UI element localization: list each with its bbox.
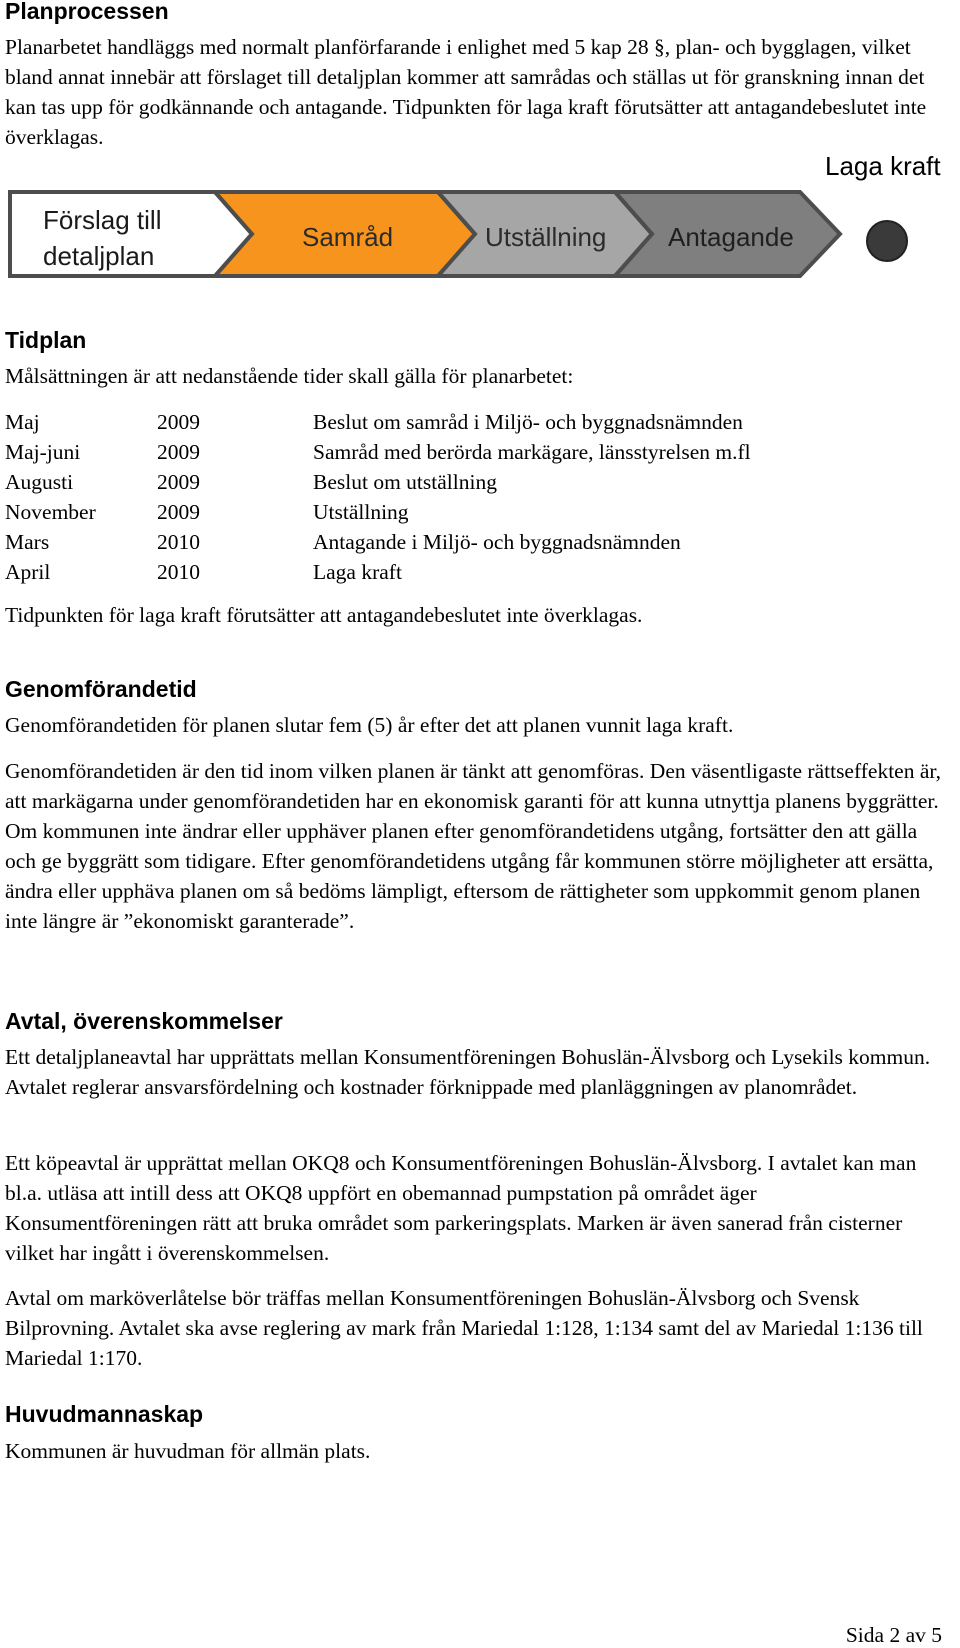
schedule-row: [5, 437, 945, 467]
genomforandetid-paragraph-2: Genomförandetiden är den tid inom vilken planen är tänkt att genomföras. Den väsentligaste rättseffekten är, att markägarna under genomförandetiden har en ekonomisk garanti för att kunna utnyttja planens byggrätter. Om kommunen inte ändrar eller upphäver planen efter genomförandetidens utgång, fortsätter den att gälla och ge byggrätt som tidigare. Efter genomförandetidens utgång får kommunen större möjligheter att ersätta, ändra eller upphäva planen om så bedöms lämpligt, eftersom de rättigheter som uppkommit genom planen inte längre är ”ekonomiskt garanterade”.: [5, 759, 942, 933]
schedule-event: Samråd med berörda markägare, länsstyrelsen m.fl: [313, 440, 751, 464]
schedule-month: November: [5, 500, 96, 524]
schedule-event: Beslut om utställning: [313, 470, 497, 494]
schedule-row: [5, 497, 945, 527]
schedule-event: Utställning: [313, 500, 409, 524]
stage-forslag-line2: detaljplan: [43, 241, 155, 271]
stage-utstallning-label: Utställning: [485, 222, 607, 252]
schedule-row: [5, 467, 945, 497]
avtal-paragraph-2: Ett köpeavtal är upprättat mellan OKQ8 och Konsumentföreningen Bohuslän-Älvsborg. I avtalet kan man bl.a. utläsa att intill dess att OKQ8 uppfört en obemannad pumpstation på området äger Konsumentföreningen rätt att bruka området som parkeringsplats. Marken är även sanerad från cisterner vilket har ingått i överenskommelsen.: [5, 1151, 917, 1265]
schedule-year: 2010: [157, 530, 200, 554]
schedule-month: April: [5, 560, 51, 584]
laga-kraft-label: Laga kraft: [825, 151, 941, 181]
schedule-year: 2009: [157, 500, 200, 524]
schedule-event: Antagande i Miljö- och byggnadsnämnden: [313, 530, 681, 554]
process-diagram: [0, 150, 960, 300]
schedule-year: 2009: [157, 470, 200, 494]
schedule-row: [5, 557, 945, 587]
heading-planprocessen: Planprocessen: [5, 0, 169, 24]
heading-avtal: Avtal, överenskommelser: [5, 1008, 283, 1034]
schedule-month: Maj: [5, 410, 40, 434]
schedule-event: Beslut om samråd i Miljö- och byggnadsnämnden: [313, 410, 743, 434]
heading-genomforandetid: Genomförandetid: [5, 676, 197, 702]
page-number: Sida 2 av 5: [845, 1623, 942, 1647]
schedule-row: [5, 407, 945, 437]
tidplan-intro: Målsättningen är att nedanstående tider skall gälla för planarbetet:: [5, 364, 574, 388]
stage-antagande-label: Antagande: [668, 222, 794, 252]
heading-tidplan: Tidplan: [5, 327, 87, 353]
schedule-month: Augusti: [5, 470, 74, 494]
schedule-month: Mars: [5, 530, 50, 554]
schedule-row: [5, 527, 945, 557]
stage-samrad-label: Samråd: [302, 222, 394, 252]
avtal-paragraph-3: Avtal om marköverlåtelse bör träffas mellan Konsumentföreningen Bohuslän-Älvsborg och Svensk Bilprovning. Avtalet ska avse reglering av mark från Mariedal 1:128, 1:134 samt del av Mariedal 1:136 till Mariedal 1:170.: [5, 1286, 923, 1370]
schedule-month: Maj-juni: [5, 440, 81, 464]
stage-forslag-line1: Förslag till: [43, 205, 162, 235]
tidplan-note: Tidpunkten för laga kraft förutsätter att antagandebeslutet inte överklagas.: [5, 603, 643, 627]
schedule-year: 2009: [157, 440, 200, 464]
paragraph-planprocessen: Planarbetet handläggs med normalt planförfarande i enlighet med 5 kap 28 §, plan- och bygglagen, vilket bland annat innebär att förslaget till detaljplan kommer att samrådas och ställas ut för granskning innan det kan tas upp för godkännande och antagande. Tidpunkten för laga kraft förutsätter att antagandebeslutet inte överklagas.: [5, 35, 927, 149]
laga-kraft-dot: [867, 221, 907, 261]
avtal-paragraph-1: Ett detaljplaneavtal har upprättats mellan Konsumentföreningen Bohuslän-Älvsborg och Lysekils kommun. Avtalet reglerar ansvarsfördelning och kostnader förknippade med planläggningen av planområdet.: [5, 1045, 931, 1099]
genomforandetid-paragraph-1: Genomförandetiden för planen slutar fem (5) år efter det att planen vunnit laga kraft.: [5, 713, 734, 737]
heading-huvudmannaskap: Huvudmannaskap: [5, 1401, 204, 1427]
schedule-year: 2009: [157, 410, 200, 434]
huvudmannaskap-paragraph: Kommunen är huvudman för allmän plats.: [5, 1439, 371, 1463]
schedule-event: Laga kraft: [313, 560, 402, 584]
schedule-year: 2010: [157, 560, 200, 584]
